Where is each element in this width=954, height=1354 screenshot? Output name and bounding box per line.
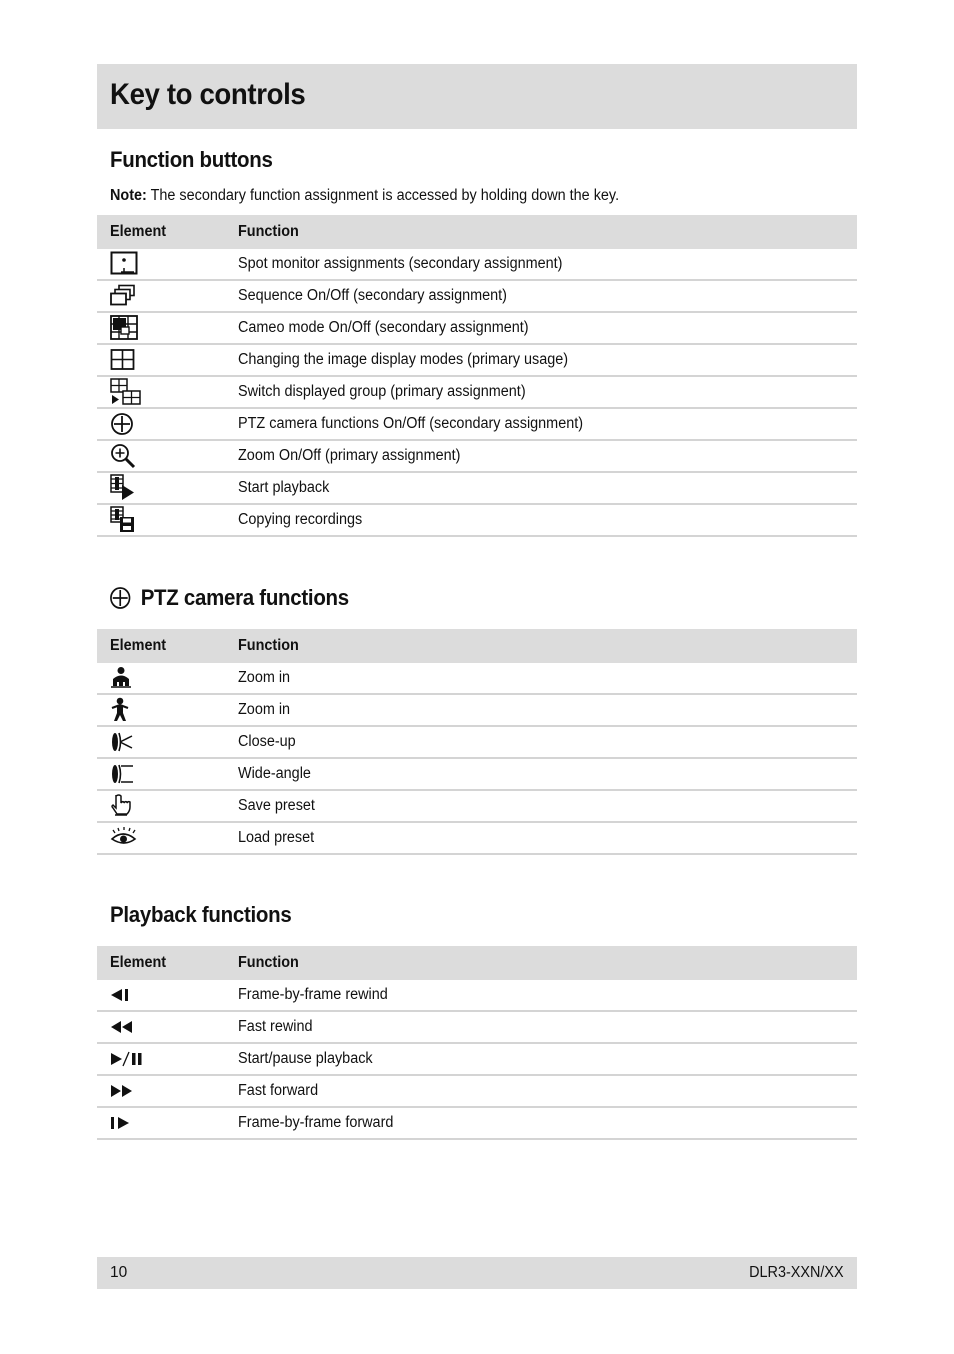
display-mode-grid-icon — [110, 348, 138, 372]
table-row — [97, 1011, 857, 1043]
zoom-magnifier-icon — [110, 443, 138, 469]
film-save-icon — [110, 506, 138, 534]
column-header-function: Function — [238, 215, 857, 249]
ptz-crosshair-icon — [110, 411, 136, 437]
frame-forward-icon — [110, 1115, 134, 1131]
person-narrow-icon — [110, 697, 134, 723]
function-text: Copying recordings — [238, 511, 363, 528]
table-row — [97, 472, 857, 504]
table-row — [97, 249, 857, 280]
table-row — [97, 663, 857, 694]
page-number: 10 — [110, 1264, 128, 1281]
switch-group-icon — [110, 378, 142, 406]
playback-functions-heading-text: Playback functions — [110, 902, 292, 927]
column-header-function: Function — [238, 946, 857, 980]
table-row — [97, 726, 857, 758]
function-buttons-heading — [110, 147, 273, 173]
cameo-mode-icon — [110, 315, 138, 341]
table-row — [97, 790, 857, 822]
function-text: Fast rewind — [238, 1018, 313, 1035]
function-text: PTZ camera functions On/Off (secondary assignment) — [238, 415, 584, 432]
table-row — [97, 1075, 857, 1107]
page-title-bar — [97, 64, 857, 129]
column-header-element: Element — [97, 946, 238, 980]
table-header-row — [97, 946, 857, 980]
function-buttons-heading-text: Function buttons — [110, 147, 273, 172]
function-text: Start/pause playback — [238, 1050, 373, 1067]
page-footer — [97, 1257, 857, 1289]
table-header-row — [97, 629, 857, 663]
function-text: Save preset — [238, 797, 315, 814]
table-row — [97, 1043, 857, 1075]
function-text: Zoom in — [238, 669, 291, 686]
film-play-icon — [110, 474, 138, 502]
ptz-crosshair-icon — [109, 586, 131, 610]
function-text: Switch displayed group (primary assignment) — [238, 383, 526, 400]
person-wide-icon — [110, 666, 134, 690]
function-text: Load preset — [238, 829, 315, 846]
hand-pointer-icon — [110, 793, 136, 819]
column-header-function: Function — [238, 629, 857, 663]
table-row — [97, 280, 857, 312]
spot-monitor-icon — [110, 251, 138, 277]
page-title: Key to controls — [110, 78, 306, 111]
function-text: Changing the image display modes (primary usage) — [238, 351, 569, 368]
note-label: Note: — [110, 187, 147, 204]
table-row — [97, 1107, 857, 1139]
function-text: Wide-angle — [238, 765, 311, 782]
table-header-row — [97, 215, 857, 249]
function-text: Zoom On/Off (primary assignment) — [238, 447, 461, 464]
function-text: Start playback — [238, 479, 330, 496]
column-header-element: Element — [97, 629, 238, 663]
function-text: Spot monitor assignments (secondary assignment) — [238, 255, 563, 272]
table-row — [97, 344, 857, 376]
ptz-functions-heading-text: PTZ camera functions — [140, 585, 349, 610]
sequence-icon — [110, 284, 138, 308]
table-row — [97, 504, 857, 536]
table-row — [97, 312, 857, 344]
function-text: Sequence On/Off (secondary assignment) — [238, 287, 507, 304]
playback-functions-heading — [110, 902, 291, 928]
table-row — [97, 980, 857, 1011]
fast-rewind-icon — [110, 1019, 134, 1035]
playback-functions-table — [97, 946, 857, 1140]
play-pause-icon — [110, 1051, 146, 1067]
column-header-element: Element — [97, 215, 238, 249]
table-row — [97, 694, 857, 726]
ptz-functions-table — [97, 629, 857, 855]
ptz-functions-heading — [110, 585, 349, 611]
table-row — [97, 822, 857, 854]
function-text: Zoom in — [238, 701, 291, 718]
note-body: The secondary function assignment is accessed by holding down the key. — [150, 187, 620, 204]
table-row — [97, 758, 857, 790]
function-text: Fast forward — [238, 1082, 319, 1099]
table-row — [97, 376, 857, 408]
table-row — [97, 408, 857, 440]
function-text: Frame-by-frame rewind — [238, 986, 388, 1003]
lens-close-up-icon — [110, 730, 136, 754]
function-text: Frame-by-frame forward — [238, 1114, 394, 1131]
document-code: DLR3-XXN/XX — [749, 1264, 844, 1281]
eye-icon — [110, 827, 138, 849]
function-buttons-table — [97, 215, 857, 537]
frame-rewind-icon — [110, 987, 134, 1003]
note-text — [110, 187, 619, 205]
lens-wide-angle-icon — [110, 762, 136, 786]
fast-forward-icon — [110, 1083, 134, 1099]
function-text: Close-up — [238, 733, 296, 750]
function-text: Cameo mode On/Off (secondary assignment) — [238, 319, 529, 336]
table-row — [97, 440, 857, 472]
